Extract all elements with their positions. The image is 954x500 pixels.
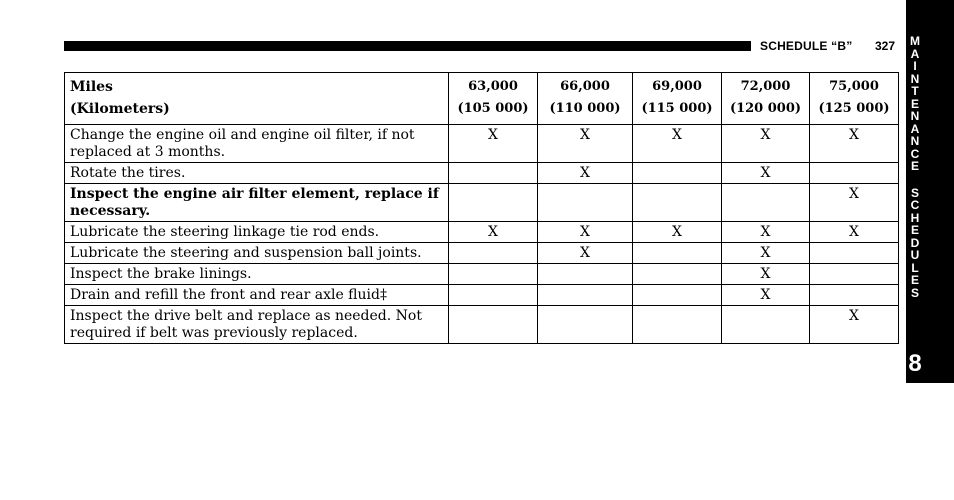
- mark-cell: X: [722, 222, 810, 243]
- mark-cell: X: [810, 222, 899, 243]
- interval-km: (120 000): [729, 101, 802, 116]
- tab-letter: E: [910, 159, 919, 173]
- mark-cell: [449, 285, 538, 306]
- mark-cell: [538, 184, 633, 222]
- mark-cell: [810, 243, 899, 264]
- mark-cell: X: [722, 125, 810, 163]
- table-header-row: [65, 73, 899, 125]
- interval-miles: 63,000: [468, 79, 518, 94]
- table-row: [65, 243, 899, 264]
- mark-cell: [810, 264, 899, 285]
- mark-cell: [633, 163, 722, 184]
- mark-cell: X: [722, 243, 810, 264]
- mark-cell: [633, 243, 722, 264]
- tab-letter: E: [910, 273, 919, 287]
- page-title: SCHEDULE “B”: [760, 39, 853, 53]
- task-cell: Change the engine oil and engine oil filter, if not replaced at 3 months.: [65, 125, 449, 163]
- tab-letter: C: [910, 198, 920, 212]
- interval-miles: 66,000: [560, 79, 610, 94]
- page-number: 327: [875, 39, 896, 53]
- interval-km: (125 000): [818, 101, 890, 116]
- mark-cell: [633, 264, 722, 285]
- mark-cell: [633, 184, 722, 222]
- mark-cell: X: [633, 222, 722, 243]
- mark-cell: X: [449, 222, 538, 243]
- table-row: [65, 285, 899, 306]
- tab-letter: M: [910, 34, 920, 48]
- mark-cell: [449, 184, 538, 222]
- table-row: [65, 222, 899, 243]
- header-rule: [64, 41, 751, 51]
- maintenance-schedule-table: [64, 72, 899, 344]
- tab-letter: H: [910, 210, 920, 225]
- table-row: [65, 125, 899, 163]
- mark-cell: [449, 243, 538, 264]
- tab-letter: I: [913, 59, 917, 73]
- task-cell: Inspect the engine air filter element, replace if necessary.: [65, 184, 449, 222]
- mark-cell: X: [538, 163, 633, 184]
- task-cell: Inspect the drive belt and replace as needed. Not required if belt was previously replaced.: [65, 306, 449, 344]
- tab-letter: U: [910, 248, 920, 262]
- interval-miles: 72,000: [740, 79, 791, 94]
- tab-letter: N: [910, 109, 920, 123]
- mark-cell: X: [538, 125, 633, 163]
- mark-cell: [538, 285, 633, 306]
- miles-header: [65, 73, 449, 125]
- mark-cell: X: [722, 285, 810, 306]
- interval-header: [722, 73, 810, 125]
- mark-cell: [449, 306, 538, 344]
- mark-cell: [722, 184, 810, 222]
- table-row: [65, 306, 899, 344]
- mark-cell: [538, 306, 633, 344]
- interval-header: [810, 73, 899, 125]
- mark-cell: X: [538, 243, 633, 264]
- miles-label: Miles: [70, 79, 113, 95]
- mark-cell: X: [810, 125, 899, 163]
- mark-cell: [722, 306, 810, 344]
- table-row: [65, 163, 899, 184]
- task-cell: Lubricate the steering linkage tie rod ends.: [65, 222, 449, 243]
- tab-letter: L: [911, 260, 919, 275]
- mark-cell: X: [633, 125, 722, 163]
- interval-miles: 69,000: [652, 79, 702, 94]
- table-row: [65, 264, 899, 285]
- tab-letter: N: [910, 134, 920, 148]
- task-cell: Rotate the tires.: [65, 163, 449, 184]
- interval-header: [538, 73, 633, 125]
- section-tab-letters: [906, 35, 924, 299]
- tab-letter: D: [910, 235, 920, 250]
- mark-cell: [633, 306, 722, 344]
- mark-cell: X: [722, 163, 810, 184]
- tab-letter: C: [910, 146, 920, 161]
- kilometers-label: (Kilometers): [70, 101, 170, 117]
- tab-letter: A: [910, 121, 920, 136]
- mark-cell: [449, 163, 538, 184]
- mark-cell: [449, 264, 538, 285]
- interval-km: (105 000): [457, 101, 529, 116]
- section-number: 8: [908, 350, 922, 377]
- interval-header: [633, 73, 722, 125]
- task-cell: Inspect the brake linings.: [65, 264, 449, 285]
- section-tab: [906, 0, 954, 383]
- mark-cell: [810, 163, 899, 184]
- task-cell: Lubricate the steering and suspension ball joints.: [65, 243, 449, 264]
- tab-letter: E: [910, 223, 919, 237]
- interval-km: (110 000): [549, 101, 621, 116]
- interval-km: (115 000): [641, 101, 713, 116]
- tab-letter: E: [910, 96, 919, 111]
- tab-letter: S: [910, 285, 919, 300]
- table-row: [65, 184, 899, 222]
- interval-miles: 75,000: [829, 79, 879, 94]
- tab-letter: N: [910, 71, 920, 86]
- mark-cell: X: [722, 264, 810, 285]
- tab-letter: S: [910, 185, 919, 200]
- mark-cell: [633, 285, 722, 306]
- task-cell: Drain and refill the front and rear axle fluid‡: [65, 285, 449, 306]
- mark-cell: [538, 264, 633, 285]
- mark-cell: X: [810, 184, 899, 222]
- mark-cell: X: [810, 306, 899, 344]
- tab-letter: A: [910, 46, 920, 61]
- mark-cell: [810, 285, 899, 306]
- interval-header: [449, 73, 538, 125]
- mark-cell: X: [449, 125, 538, 163]
- tab-letter: T: [911, 84, 919, 98]
- mark-cell: X: [538, 222, 633, 243]
